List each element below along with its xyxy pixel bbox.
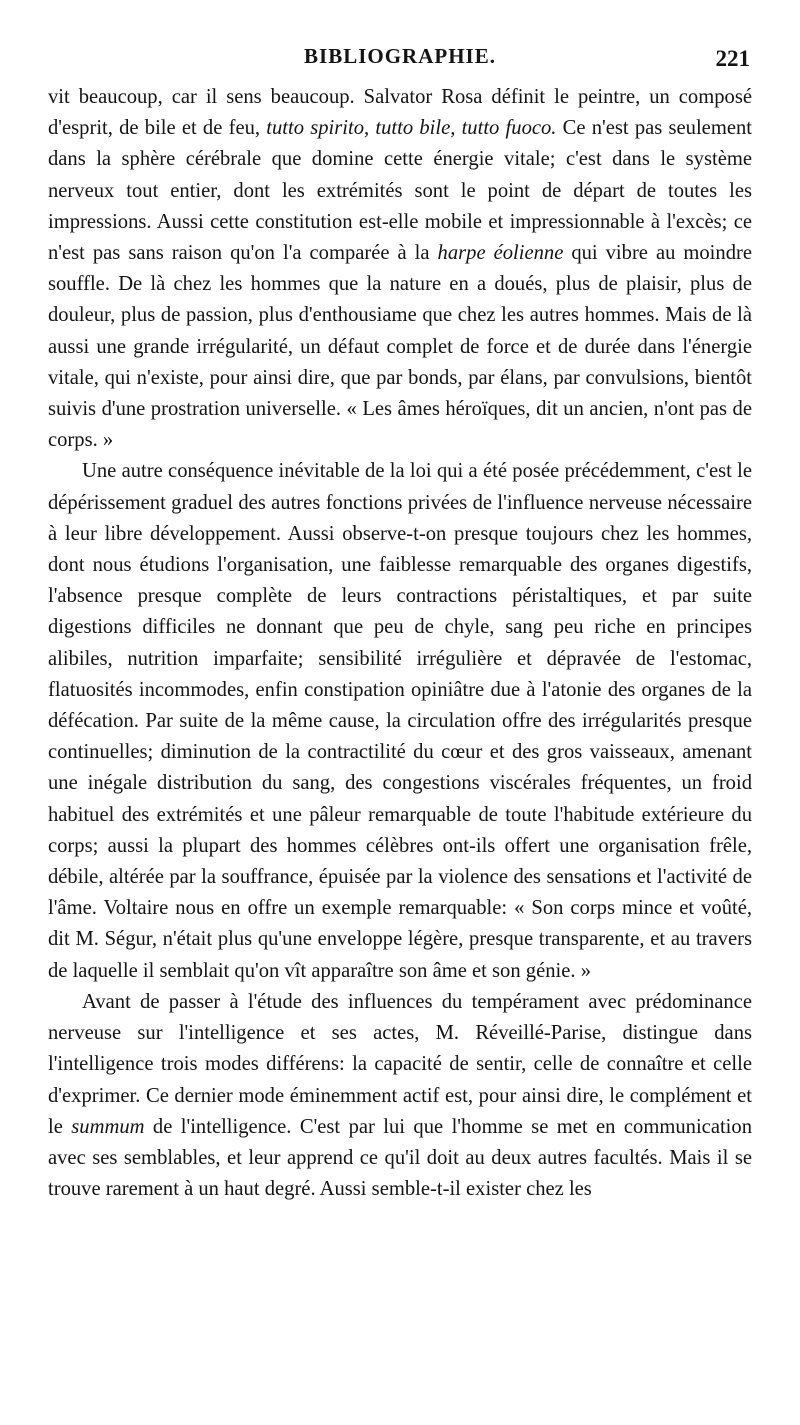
italic-phrase: summum: [71, 1115, 145, 1138]
paragraph-1: [48, 82, 752, 456]
page-number: 221: [715, 46, 750, 71]
text-run: Ce n'est pas seulement dans la sphère cérébrale que domine cette énergie vitale; c'est dans le système nerveux tout entier, dont les extrémités sont le point de départ de toutes les impressions. Aussi cette constitution est-elle mobile et impressionnable à l'excès; ce n'est pas sans raison qu'on l'a comparée à la: [48, 117, 752, 265]
running-head: [48, 38, 752, 82]
text-run: de l'intelligence. C'est par lui que l'homme se met en communication avec ses semblables, et leur apprend ce qu'il doit au deux autres facultés. Mais il se trouve rarement à un haut degré. Aussi semble-t-il exister chez les: [48, 1115, 752, 1201]
paragraph-2: [48, 456, 752, 986]
italic-phrase: harpe éolienne: [437, 242, 564, 265]
text-run: qui vibre au moindre souffle. De là chez les hommes que la nature en a doués, plus de plaisir, plus de douleur, plus de passion, plus d'enthousiame que chez les autres hommes. Mais de là aussi une grande irrégularité, un défaut complet de force et de durée dans l'énergie vitale, qui n'existe, pour ainsi dire, que par bonds, par élans, par convulsions, bientôt suivis d'une prostration universelle. « Les âmes héroïques, dit un ancien, n'ont pas de corps. »: [48, 242, 752, 452]
paragraph-3: [48, 987, 752, 1205]
body-text: [48, 82, 752, 1205]
italic-phrase: tutto spirito, tutto bile, tutto fuoco.: [266, 117, 557, 140]
text-run: Avant de passer à l'étude des influences du tempérament avec prédominance nerveuse sur l'intelligence et ses actes, M. Réveillé-Parise, distingue dans l'intelligence trois modes différens: la capacité de sentir, celle de connaître et celle d'exprimer. Ce dernier mode éminemment actif est, pour ainsi dire, le complément et le: [48, 990, 752, 1138]
text-run: Une autre conséquence inévitable de la loi qui a été posée précédemment, c'est le dépérissement graduel des autres fonctions privées de l'influence nerveuse nécessaire à leur libre développement. Aussi observe-t-on presque toujours chez les hommes, dont nous étudions l'organisation, une faiblesse remarquable des organes digestifs, l'absence presque complète de leurs contractions péristaltiques, et par suite digestions difficiles ne donnant que peu de chyle, sang peu riche en principes alibiles, nutrition imparfaite; sensibilité irrégulière et dépravée de l'estomac, flatuosités incommodes, enfin constipation opiniâtre due à l'atonie des organes de la défécation. Par suite de la même cause, la circulation offre des irrégularités presque continuelles; diminution de la contractilité du cœur et des gros vaisseaux, amenant une inégale distribution du sang, des congestions viscérales fréquentes, un froid habituel des extrémités et une pâleur remarquable de toute l'habitude extérieure du corps; aussi la plupart des hommes célèbres ont-ils offert une organisation frêle, débile, altérée par la souffrance, épuisée par la violence des sensations et l'activité de l'âme. Voltaire nous en offre un exemple remarquable: « Son corps mince et voûté, dit M. Ségur, n'était plus qu'une enveloppe légère, presque transparente, et au travers de laquelle il semblait qu'on vît apparaître son âme et son génie. »: [48, 460, 752, 982]
running-title: BIBLIOGRAPHIE.: [304, 44, 496, 68]
text-run: vit beaucoup, car il sens beaucoup. Salvator Rosa définit le peintre, un composé d'esprit, de bile et de feu,: [48, 86, 752, 140]
